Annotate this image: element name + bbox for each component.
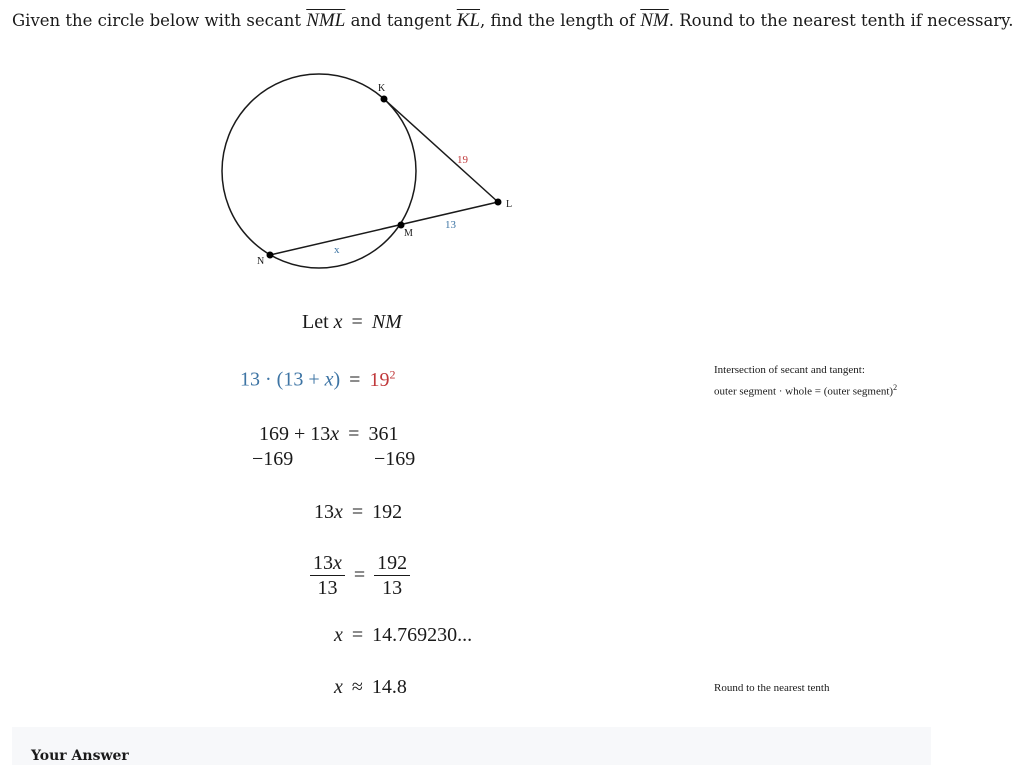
step-let bbox=[302, 311, 402, 334]
question-part: , find the length of bbox=[480, 11, 641, 30]
step1-rhs: $19^2$ bbox=[369, 367, 396, 391]
step-2 bbox=[259, 423, 398, 446]
step1-eq: = bbox=[349, 368, 361, 391]
label-x: x bbox=[334, 244, 340, 256]
label-19: 19 bbox=[457, 154, 468, 166]
note1-line1: Intersection of secant and tangent: bbox=[714, 364, 865, 376]
question-text bbox=[12, 9, 1014, 33]
step6-var: x bbox=[334, 676, 343, 698]
note-secant-tangent bbox=[714, 362, 897, 401]
secant-label: $\overline{NML}$ bbox=[306, 10, 346, 31]
tangent-segment bbox=[384, 99, 498, 202]
note-round: Round to the nearest tenth bbox=[714, 682, 830, 694]
target-label: $\overline{NM}$ bbox=[640, 10, 669, 31]
label-k: K bbox=[378, 83, 386, 94]
step6-eq: ≈ bbox=[351, 676, 363, 698]
label-13: 13 bbox=[445, 219, 456, 231]
let-word: Let bbox=[302, 311, 329, 333]
step2-eq: = bbox=[348, 423, 360, 445]
circle bbox=[222, 74, 416, 268]
step-5 bbox=[334, 624, 472, 647]
step2-lhs: 169 + 13x bbox=[259, 423, 340, 445]
answer-panel bbox=[12, 727, 931, 765]
label-l: L bbox=[506, 199, 513, 210]
step2-sub-right: −169 bbox=[374, 448, 416, 470]
step-6 bbox=[334, 676, 407, 699]
step3-lhs: 13x bbox=[314, 501, 343, 523]
let-rhs: NM bbox=[371, 311, 402, 333]
label-m: M bbox=[404, 228, 413, 239]
step1-lhs: 13 · (13 + x) bbox=[240, 368, 341, 391]
step4-frac-right: $\frac{192}{13}$ bbox=[374, 551, 410, 600]
step4-eq: = bbox=[353, 564, 366, 586]
step5-rhs: 14.769230... bbox=[372, 624, 473, 646]
point-l bbox=[495, 199, 502, 206]
note1-line2: outer segment · whole = (outer segment)$^2$ bbox=[714, 383, 898, 398]
step6-rhs: 14.8 bbox=[371, 676, 407, 698]
let-var: x bbox=[333, 311, 343, 333]
step5-var: x bbox=[334, 624, 343, 646]
let-eq: = bbox=[351, 311, 363, 333]
step-3 bbox=[314, 501, 402, 524]
tangent-label: $\overline{KL}$ bbox=[456, 10, 481, 31]
question-part: . Round to the nearest tenth if necessary. bbox=[668, 11, 1014, 30]
step-4 bbox=[310, 551, 410, 600]
step4-frac-left: $\frac{13x}{13}$ bbox=[310, 551, 345, 600]
label-n: N bbox=[257, 256, 265, 267]
step2-rhs: 361 bbox=[368, 423, 399, 445]
point-n bbox=[267, 252, 274, 259]
question-part: Given the circle below with secant bbox=[12, 11, 307, 30]
step3-eq: = bbox=[351, 501, 364, 523]
secant-segment bbox=[270, 202, 498, 255]
circle-diagram bbox=[210, 68, 530, 278]
step3-rhs: 192 bbox=[372, 501, 403, 523]
answer-label: Your Answer bbox=[31, 748, 129, 764]
step-1 bbox=[240, 367, 395, 392]
question-part: and tangent bbox=[345, 11, 457, 30]
point-k bbox=[381, 96, 388, 103]
step2-sub-left: −169 bbox=[252, 448, 294, 470]
step5-eq: = bbox=[351, 624, 364, 646]
